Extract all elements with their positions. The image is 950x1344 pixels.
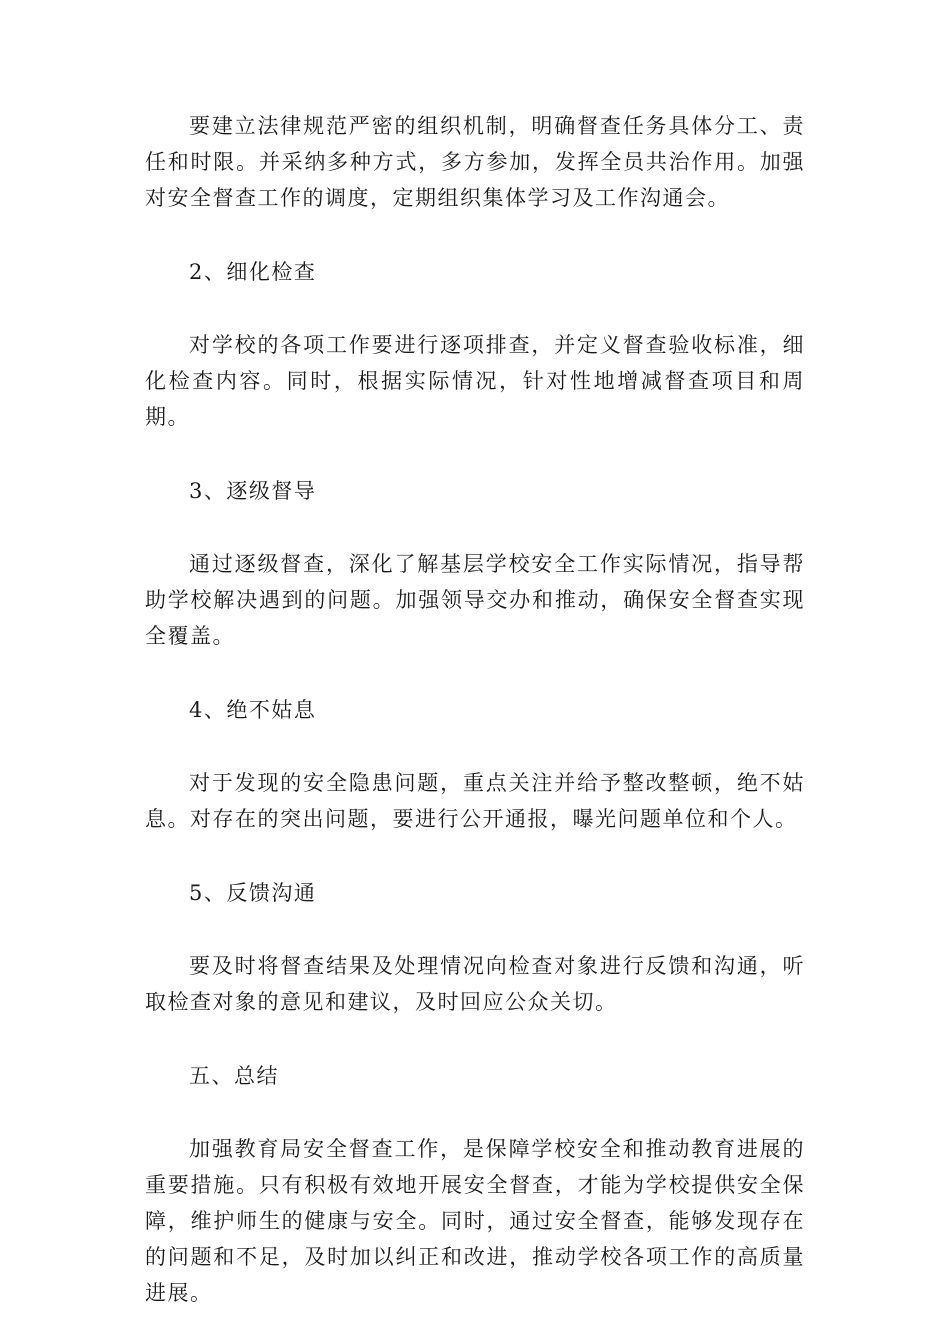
document-body (145, 108, 805, 1311)
section-heading-feedback: 5、反馈沟通 (189, 881, 317, 905)
paragraph-level-supervision: 通过逐级督查，深化了解基层学校安全工作实际情况，指导帮助学校解决遇到的问题。加强领导交办和推动，确保安全督查实现全覆盖。 (145, 552, 805, 648)
paragraph-spacer (145, 290, 805, 327)
section-heading-summary: 五、总结 (189, 1064, 279, 1088)
paragraph-spacer (145, 654, 805, 692)
paragraph-feedback: 要及时将督查结果及处理情况向检查对象进行反馈和沟通，听取检查对象的意见和建议，及时回应公众关切。 (145, 954, 805, 1014)
paragraph-detailed-inspection: 对学校的各项工作要进行逐项排查，并定义督查验收标准，细化检查内容。同时，根据实际情况，针对性地增减督查项目和周期。 (145, 333, 805, 429)
section-heading-detailed-inspection: 2、细化检查 (189, 260, 317, 284)
paragraph-spacer (145, 216, 805, 254)
paragraph-spacer (145, 509, 805, 546)
section-heading-level-supervision: 3、逐级督导 (189, 479, 317, 503)
paragraph-organization-mechanism: 要建立法律规范严密的组织机制，明确督查任务具体分工、责任和时限。并采纳多种方式，多方参加，发挥全员共治作用。加强对安全督查工作的调度，定期组织集体学习及工作沟通会。 (145, 114, 805, 210)
paragraph-summary: 加强教育局安全督查工作，是保障学校安全和推动教育进展的重要措施。只有积极有效地开展安全督查，才能为学校提供安全保障，维护师生的健康与安全。同时，通过安全督查，能够发现存在的问题和不足，及时加以纠正和改进，推动学校各项工作的高质量进展。 (145, 1137, 805, 1305)
paragraph-no-tolerance: 对于发现的安全隐患问题，重点关注并给予整改整顿，绝不姑息。对存在的突出问题，要进行公开通报，曝光问题单位和个人。 (145, 771, 805, 831)
paragraph-spacer (145, 728, 805, 765)
paragraph-spacer (145, 837, 805, 875)
section-heading-no-tolerance: 4、绝不姑息 (189, 698, 317, 722)
paragraph-spacer (145, 1094, 805, 1131)
paragraph-spacer (145, 911, 805, 948)
paragraph-spacer (145, 1020, 805, 1058)
paragraph-spacer (145, 435, 805, 473)
